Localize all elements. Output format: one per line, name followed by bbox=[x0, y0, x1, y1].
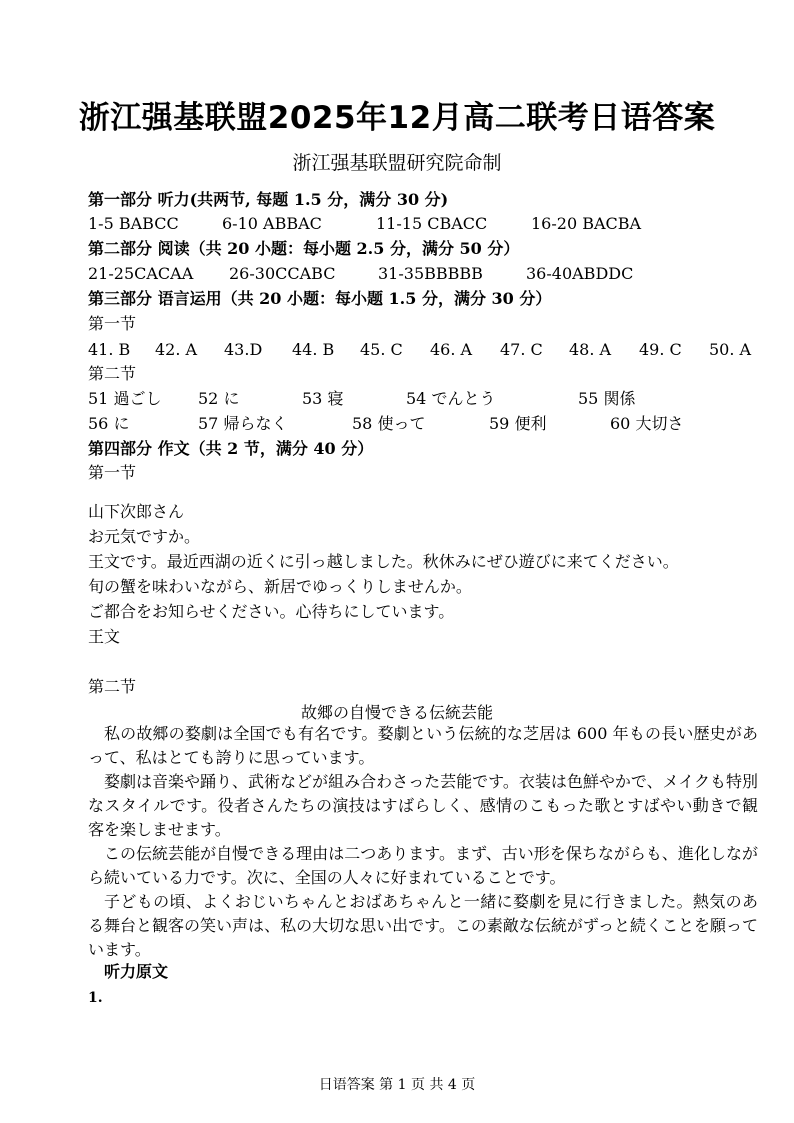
part3-answer: 45. C bbox=[360, 340, 403, 359]
part1-heading: 第一部分 听力(共两节, 每题 1.5 分，满分 30 分) bbox=[88, 190, 449, 209]
part3-blank-answer: 55 関係 bbox=[578, 389, 636, 408]
letter-line: ご都合をお知らせください。心待ちにしています。 bbox=[88, 602, 455, 621]
letter-line: 王文です。最近西湖の近くに引っ越しました。秋休みにぜひ遊びに来てください。 bbox=[88, 552, 679, 571]
part3-blank-answer: 59 便利 bbox=[489, 414, 547, 433]
part3-answer: 48. A bbox=[569, 340, 612, 359]
part3-answer: 50. A bbox=[709, 340, 752, 359]
part4-section1-label: 第一节 bbox=[88, 463, 137, 482]
part2-heading: 第二部分 阅读（共 20 小题：每小题 2.5 分，满分 50 分） bbox=[88, 239, 520, 258]
part4-heading: 第四部分 作文（共 2 节，满分 40 分） bbox=[88, 439, 374, 458]
letter-recipient: 山下次郎さん bbox=[88, 502, 185, 521]
part1-answer: 6-10 ABBAC bbox=[222, 214, 322, 233]
part4-section2-label: 第二节 bbox=[88, 677, 137, 696]
part3-answer: 41. B bbox=[88, 340, 131, 359]
essay-title: 故郷の自慢できる伝統芸能 bbox=[300, 703, 493, 722]
part3-answer: 49. C bbox=[639, 340, 682, 359]
part1-answer: 11-15 CBACC bbox=[376, 214, 488, 233]
part3-answer: 46. A bbox=[430, 340, 473, 359]
part3-answer: 44. B bbox=[292, 340, 335, 359]
part3-blank-answer: 57 帰らなく bbox=[198, 414, 288, 433]
page-subtitle: 浙江强基联盟研究院命制 bbox=[292, 152, 502, 174]
essay-paragraph: 私の故郷の婺劇は全国でも有名です。婺劇という伝統的な芝居は 600 年もの長い歴史があって、私はとても誇りに思っています。 bbox=[88, 724, 758, 767]
letter-line: 旬の蟹を味わいながら、新居でゆっくりしませんか。 bbox=[88, 577, 472, 596]
part2-answer: 26-30CCABC bbox=[229, 264, 336, 283]
part1-answer: 1-5 BABCC bbox=[88, 214, 179, 233]
part3-blank-answer: 51 過ごし bbox=[88, 389, 162, 408]
listening-item-number: 1. bbox=[88, 990, 103, 1006]
part3-blank-answer: 52 に bbox=[198, 389, 240, 408]
part3-section2-label: 第二节 bbox=[88, 364, 137, 383]
part3-blank-answer: 54 でんとう bbox=[406, 389, 496, 408]
part2-answer: 31-35BBBBB bbox=[378, 264, 483, 283]
part3-blank-answer: 60 大切さ bbox=[610, 414, 684, 433]
essay-paragraph: この伝統芸能が自慢できる理由は二つあります。まず、古い形を保ちながらも、進化しながら続いている力です。次に、全国の人々に好まれていることです。 bbox=[88, 844, 758, 887]
part3-answer: 42. A bbox=[155, 340, 198, 359]
part3-blank-answer: 58 使って bbox=[352, 414, 426, 433]
essay-paragraph: 子どもの頃、よくおじいちゃんとおばあちゃんと一緒に婺劇を見に行きました。熱気のある舞台と観客の笑い声は、私の大切な思い出です。この素敵な伝統がずっと続くことを願っています。 bbox=[88, 892, 758, 959]
essay-paragraph: 婺劇は音楽や踊り、武術などが組み合わさった芸能です。衣装は色鮮やかで、メイクも特別なスタイルです。役者さんたちの演技はすばらしく、感情のこもった歌とすばやい動きで観客を楽しませます。 bbox=[88, 772, 758, 839]
part3-answer: 43.D bbox=[224, 340, 263, 359]
part3-blank-answer: 53 寝 bbox=[302, 389, 344, 408]
letter-line: お元気ですか。 bbox=[88, 527, 201, 546]
page-footer: 日语答案 第 1 页 共 4 页 bbox=[318, 1077, 476, 1093]
page-title: 浙江强基联盟2025年12月高二联考日语答案 bbox=[78, 100, 716, 136]
part3-section1-label: 第一节 bbox=[88, 314, 137, 333]
part3-heading: 第三部分 语言运用（共 20 小题：每小题 1.5 分，满分 30 分） bbox=[88, 289, 552, 308]
part3-answer: 47. C bbox=[500, 340, 543, 359]
part2-answer: 21-25CACAA bbox=[88, 264, 194, 283]
part3-blank-answer: 56 に bbox=[88, 414, 130, 433]
letter-signature: 王文 bbox=[88, 627, 121, 646]
part1-answer: 16-20 BACBA bbox=[531, 214, 642, 233]
listening-heading: 听力原文 bbox=[104, 962, 169, 981]
part2-answer: 36-40ABDDC bbox=[526, 264, 634, 283]
